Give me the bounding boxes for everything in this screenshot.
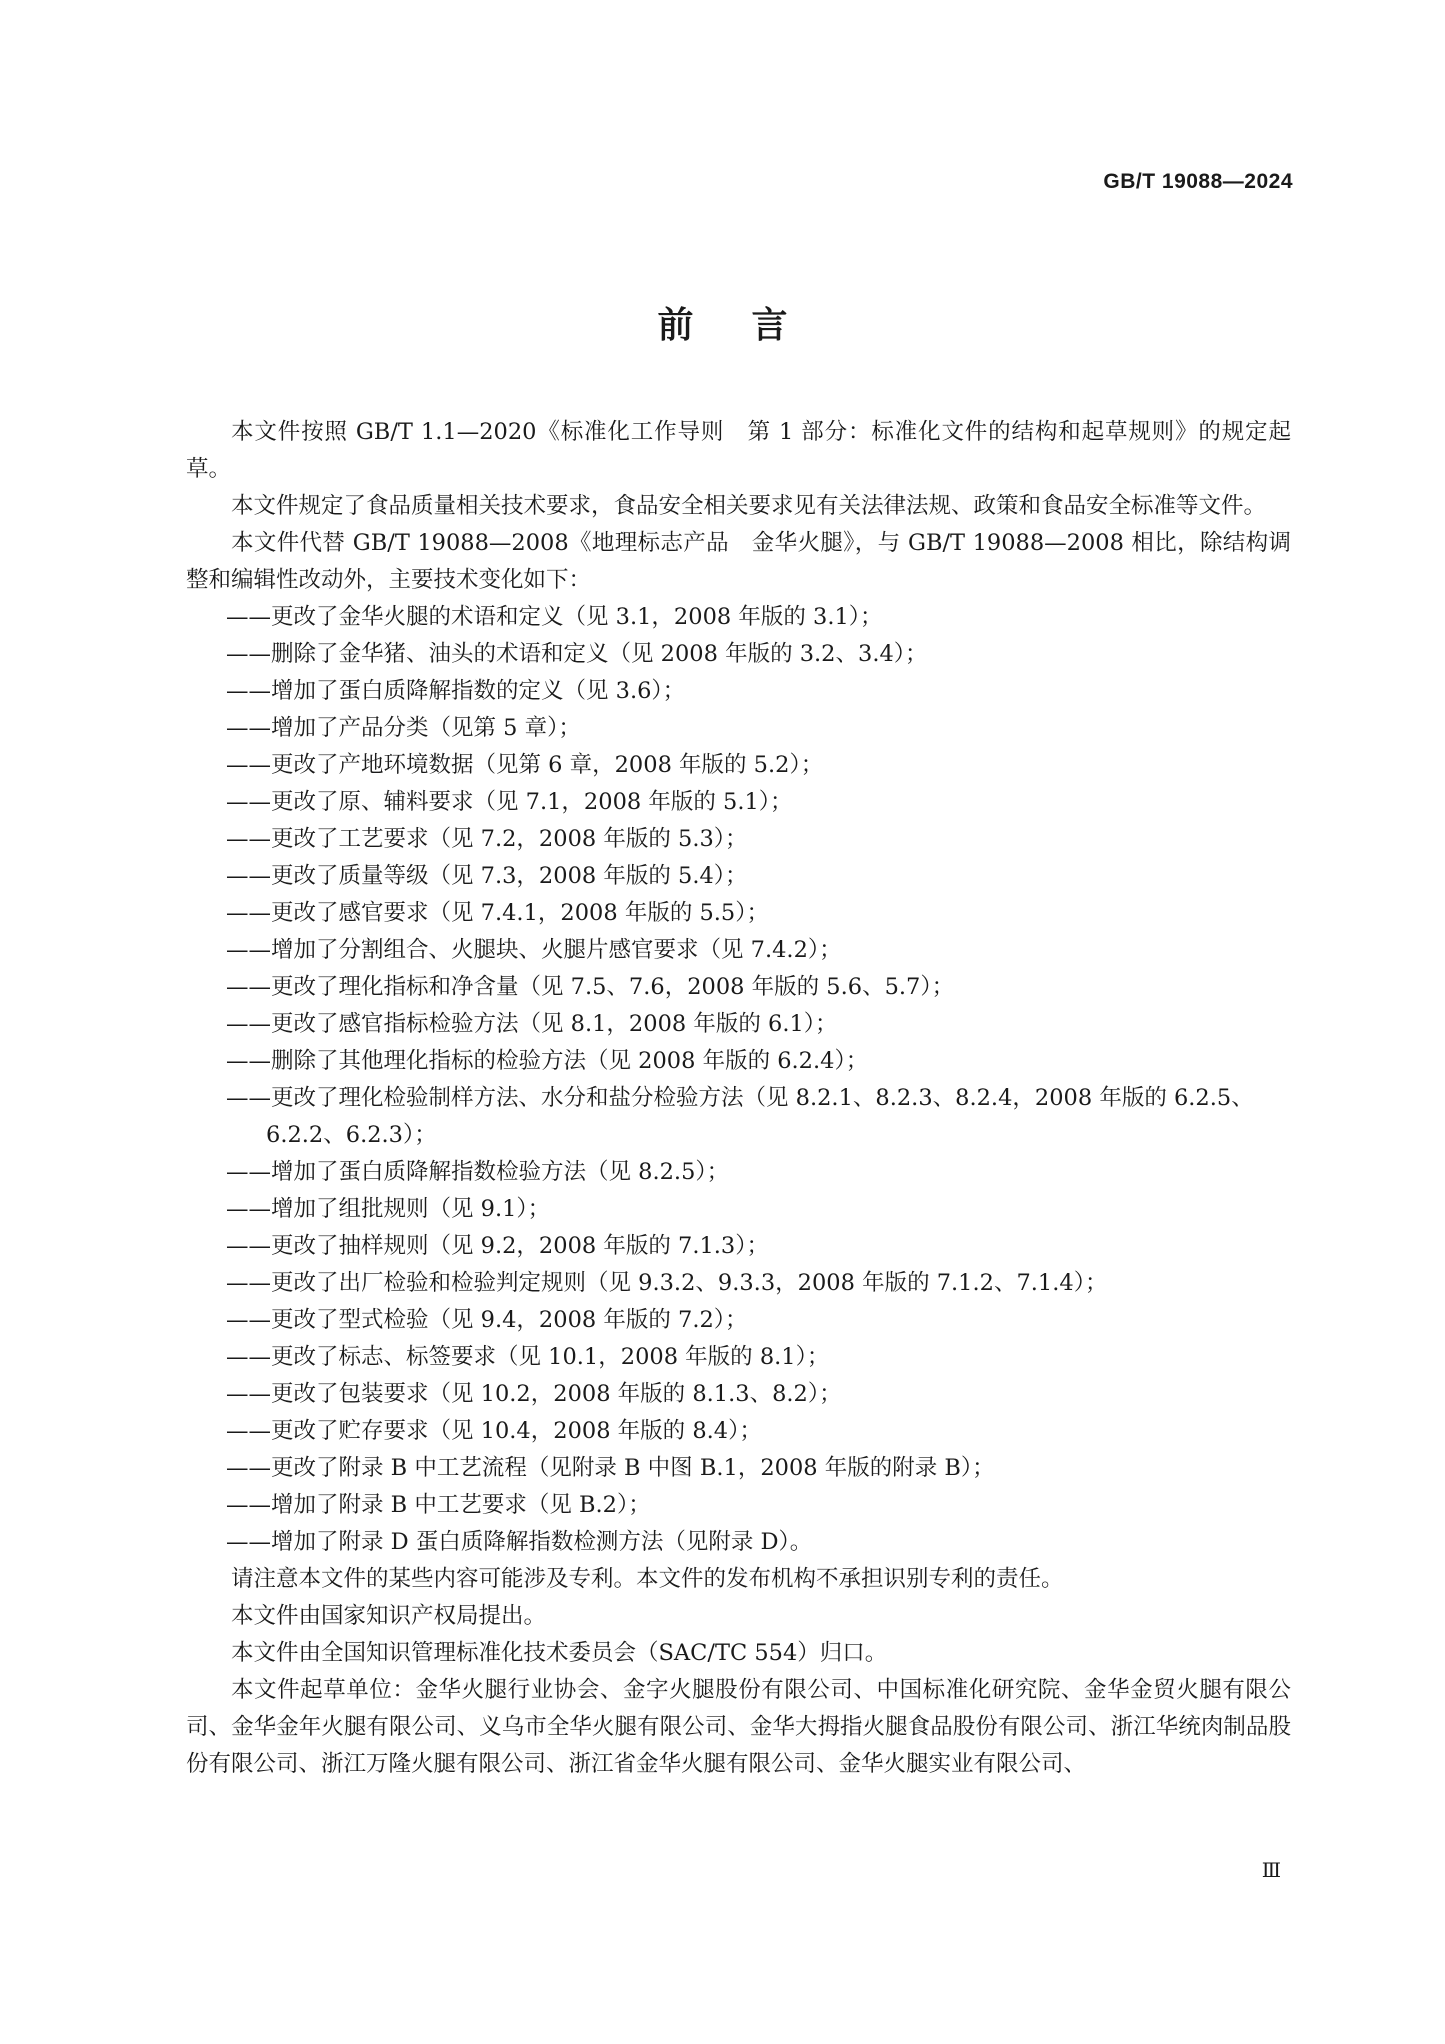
list-item: ——删除了其他理化指标的检验方法（见 2008 年版的 6.2.4）； (226, 1048, 869, 1074)
list-item: ——更改了感官指标检验方法（见 8.1，2008 年版的 6.1）； (226, 1011, 838, 1037)
paragraph-replacement: 本文件代替 GB/T 19088—2008《地理标志产品 金华火腿》，与 GB/T 19088—2008 相比，除结构调整和编辑性改动外，主要技术变化如下： (186, 530, 1291, 593)
paragraph-drafting-units: 本文件起草单位：金华火腿行业协会、金字火腿股份有限公司、中国标准化研究院、金华金贸火腿有限公司、金华金年火腿有限公司、义乌市全华火腿有限公司、金华大拇指火腿食品股份有限公司、浙江华统肉制品股份有限公司、浙江万隆火腿有限公司、浙江省金华火腿有限公司、金华火腿实业有限公司、 (186, 1677, 1291, 1777)
list-item: ——更改了包装要求（见 10.2，2008 年版的 8.1.3、8.2）； (226, 1381, 842, 1407)
list-item: ——更改了理化指标和净含量（见 7.5、7.6，2008 年版的 5.6、5.7）； (226, 974, 955, 1000)
paragraph-proposer: 本文件由国家知识产权局提出。 (231, 1603, 547, 1629)
list-item: ——增加了附录 B 中工艺要求（见 B.2）； (226, 1492, 651, 1518)
standard-code: GB/T 19088—2024 (1103, 170, 1293, 193)
list-item: ——增加了蛋白质降解指数的定义（见 3.6）； (226, 678, 686, 704)
list-item: ——增加了蛋白质降解指数检验方法（见 8.2.5）； (226, 1159, 730, 1185)
list-item: ——增加了组批规则（见 9.1）； (226, 1196, 551, 1222)
paragraph-scope: 本文件规定了食品质量相关技术要求，食品安全相关要求见有关法律法规、政策和食品安全标准等文件。 (231, 493, 1267, 519)
foreword-body (186, 414, 1291, 1783)
list-item: ——更改了原、辅料要求（见 7.1，2008 年版的 5.1）； (226, 789, 793, 815)
changes-list (186, 599, 1291, 1561)
list-item: ——更改了贮存要求（见 10.4，2008 年版的 8.4）； (226, 1418, 762, 1444)
list-item: ——增加了附录 D 蛋白质降解指数检测方法（见附录 D）。 (226, 1529, 813, 1555)
paragraph-committee: 本文件由全国知识管理标准化技术委员会（SAC/TC 554）归口。 (231, 1640, 888, 1666)
paragraph-patent-notice: 请注意本文件的某些内容可能涉及专利。本文件的发布机构不承担识别专利的责任。 (231, 1566, 1064, 1592)
list-item: ——更改了金华火腿的术语和定义（见 3.1，2008 年版的 3.1）； (226, 604, 883, 630)
list-item: ——更改了抽样规则（见 9.2，2008 年版的 7.1.3）； (226, 1233, 769, 1259)
list-item: ——更改了附录 B 中工艺流程（见附录 B 中图 B.1，2008 年版的附录 B）； (226, 1455, 995, 1481)
list-item: ——更改了产地环境数据（见第 6 章，2008 年版的 5.2）； (226, 752, 824, 778)
list-item: ——更改了感官要求（见 7.4.1，2008 年版的 5.5）； (226, 900, 769, 926)
page-title: 前言 (657, 305, 846, 346)
list-item: ——更改了标志、标签要求（见 10.1，2008 年版的 8.1）； (226, 1344, 830, 1370)
list-item: ——更改了型式检验（见 9.4，2008 年版的 7.2）； (226, 1307, 748, 1333)
list-item: ——更改了质量等级（见 7.3，2008 年版的 5.4）； (226, 863, 748, 889)
paragraph-drafting-rules: 本文件按照 GB/T 1.1—2020《标准化工作导则 第 1 部分：标准化文件的结构和起草规则》的规定起草。 (186, 419, 1291, 482)
list-item: ——更改了理化检验制样方法、水分和盐分检验方法（见 8.2.1、8.2.3、8.2.4，2008 年版的 6.2.5、6.2.2、6.2.3）； (226, 1085, 1254, 1148)
list-item: ——增加了分割组合、火腿块、火腿片感官要求（见 7.4.2）； (226, 937, 842, 963)
list-item: ——更改了工艺要求（见 7.2，2008 年版的 5.3）； (226, 826, 748, 852)
list-item: ——更改了出厂检验和检验判定规则（见 9.3.2、9.3.3，2008 年版的 7.1.2、7.1.4）； (226, 1270, 1108, 1296)
page-number: Ⅲ (1261, 1858, 1281, 1882)
list-item: ——删除了金华猪、油头的术语和定义（见 2008 年版的 3.2、3.4）； (226, 641, 928, 667)
list-item: ——增加了产品分类（见第 5 章）； (226, 715, 581, 741)
